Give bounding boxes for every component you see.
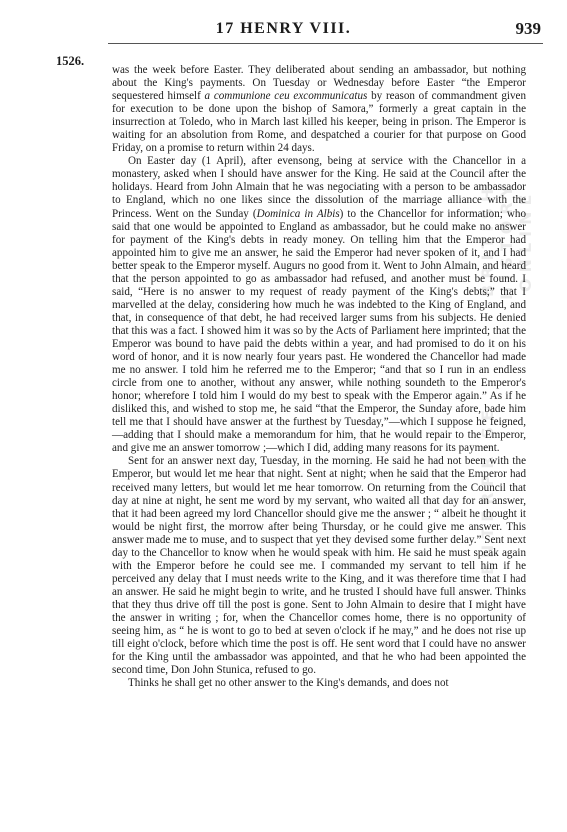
watermark-text: ENTERPRISE: [478, 404, 497, 576]
year-marginal-note: 1526.: [56, 54, 85, 68]
paragraph: [112, 155, 526, 455]
running-title: 17 HENRY VIII.: [215, 20, 352, 37]
page-header: [0, 0, 567, 52]
paragraph: [112, 64, 526, 155]
paragraph-text: Thinks he shall get no other answer to the King's demands, and does not: [128, 677, 449, 690]
paragraph-text: was the week before Easter. They deliberated about sending an ambassador, but nothing about the King's payments. On Tuesday or Wednesday before Easter “the Emperor sequestered himself a communione ceu excommunicatus by reason of commandment given for execution to be done upon the bishop of Samora,” formerly a great captain in the insurrection at Toledo, who in March last killed his keeper, being in prison. The Emperor is waiting for an absolution from Rome, and despatched a courier for that purpose on Good Friday, on a promise to return within 24 days.: [112, 64, 526, 155]
paragraph: [112, 455, 526, 677]
paragraph: [112, 677, 526, 690]
document-body: [112, 64, 526, 690]
paragraph-text: Sent for an answer next day, Tuesday, in the morning. He said he had not been with the Emperor, but would let me hear that night. Sent at night; when he said that the Emperor had received many letters, but would let me hear tomorrow. On returning from the Council that day at nine at night, he sent me word by my servant, who waited all that day for an answer, that it had been agreed my lord Chancellor should give me the answer ; “ albeit he thought it would be night first, the morrow after being Thursday, or he could give me answer. This answer made me to muse, and to suspect that yet they devised some further delay.” Sent next day to the Chancellor to know when he would speak with him. He said he must speak again with the Emperor before he could see me. I commanded my servant to tell him if he perceived any delay that I must needs write to the King, and it was therefore time that I had an answer. He said he might begin to write, and he trusted I should have full answer. Thinks that they thus drive off till the post is gone. Sent to John Almain to desire that I might have the answer in writing ; for, when the Chancellor comes home, there is no opportunity of seeing him, as “ he is wont to go to bed at seven o'clock if he may,” and he does not rise up till eight o'clock, before which time the post is off. He sent word that I could have no answer for the King until the ambassador was appointed, and that he who had been appointed the second time, Don John Stunica, refused to go.: [112, 455, 526, 677]
header-rule: [108, 43, 543, 44]
italic-phrase: Dominica in Albis: [256, 207, 340, 220]
watermark-text: BRITISH HISTORY ONLINE: [478, 179, 535, 301]
italic-phrase: a communione ceu excommunicatus: [204, 90, 368, 103]
page-number: 939: [515, 19, 541, 38]
paragraph-text: On Easter day (1 April), after evensong, being at service with the Chancellor in a monastery, asked when I should have answer for the King. He said at the Council after the holidays. Heard from John Almain that he was negociating with a person to be ambassador to England, which no one likes since the dissolution of the marriage alliance with the Princess. Went on the Sunday (Dominica in Albis) to the Chancellor for information; who said that one would be appointed to England as ambassador, but he could make no answer for payment of the King's debts in ready money. On telling him that the Emperor had appointed him to give me an answer, he said the Emperor had never spoken of it, and I had better speak to the Emperor myself. Augurs no good from it. Went to John Almain, and heard that the person appointed to go as ambassador had refused, and another must be found. I said, “Here is no answer to my request of ready payment of the King's debts;” that I marvelled at the delay, considering how much he was indebted to the King of England, and that, in consequence of that debt, he had received larger sums from his subjects. He denied that this was a fact. I showed him it was so by the Acts of Parliament here imprinted; that the Emperor was bound to have paid the debts within a year, and had promised to do it on his word of honor, and it is now nearly four years past. He wondered the Chancellor had made me no answer. I told him he referred me to the Emperor; “and that so I run in an endless circle from one to another, without any answer, while nothing soundeth to the Emperor's honor; wherefore I told him I would do my best to speak with the Emperor again.” As if he disliked this, and wished to stop me, he said “that the Emperor, the Sunday afore, bade him tell me that I should have answer at the furthest by Tuesday,”—which I suppose he feigned,—adding that I should make a memorandum for him, that he would repair to the Emperor, and give me an answer tomorrow ;—which I did, adding many reasons for its payment.: [112, 155, 526, 455]
